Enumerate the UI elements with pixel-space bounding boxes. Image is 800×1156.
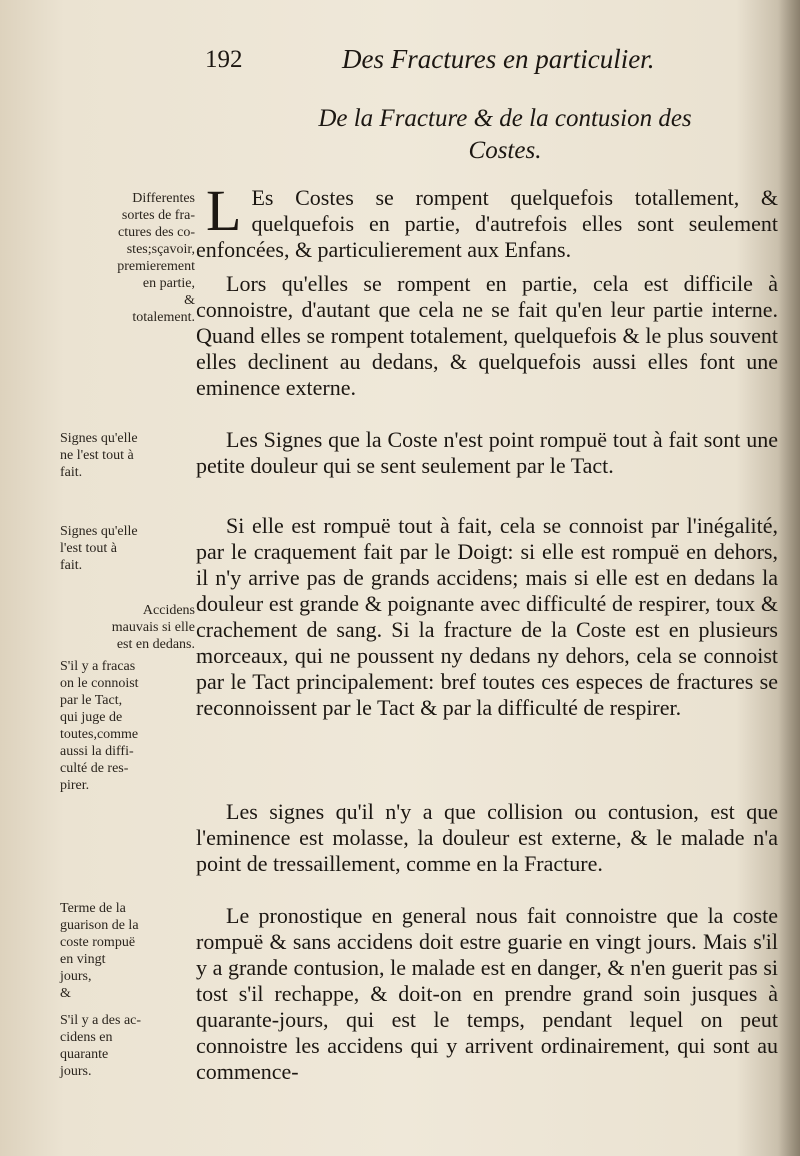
margin-note: Accidens mauvais si elle est en dedans. (111, 603, 195, 652)
margin-note: Signes qu'elle ne l'est tout à fait. (60, 431, 138, 480)
page-number: 192 (205, 46, 243, 73)
margin-note: Signes qu'elle l'est tout à fait. (60, 524, 138, 573)
running-title: Des Fractures en particulier. (342, 44, 655, 74)
page-gutter-shadow (778, 0, 800, 1156)
body-text (196, 178, 778, 1085)
paragraph-1-text: Es Costes se rompent quelquefois totallement, & quelquefois en partie, d'autrefois elles sont seulement enfoncées, & particulierement aux Enfans. (196, 185, 778, 262)
margin-note: Terme de la guarison de la coste rompuë en vingt jours, & (60, 901, 139, 1001)
paragraph-2: Lors qu'elles se rompent en partie, cela est difficile à connoistre, d'autant que cela ne se fait qu'en leur partie interne. Quand elles se rompent totalement, quelquefois & le plus souvent elles declinent au dedans, & quelquefois aussi elles font une eminence externe. (196, 271, 778, 400)
margin-note: S'il y a des ac- cidens en quarante jours. (60, 1013, 142, 1079)
paragraph-3: Les Signes que la Coste n'est point rompuë tout à fait sont une petite douleur qui se sent seulement par le Tact. (196, 427, 778, 478)
margin-notes (60, 190, 195, 1090)
margin-note: S'il y a fracas on le connoist par le Tact, qui juge de toutes,comme aussi la diffi- culté de res- pirer. (60, 659, 139, 793)
drop-cap: L (206, 178, 242, 243)
section-title-line-2: Costes. (468, 137, 542, 164)
paragraph-4: Si elle est rompuë tout à fait, cela se connoist par l'inégalité, par le craquement fait par le Doigt: si elle est rompuë en dehors, il n'y arrive pas de grands accidens; mais si elle est en dedans la douleur est grande & poignante avec difficulté de respirer, toux & crachement de sang. Si la fracture de la Coste est en plusieurs morceaux, qui ne poussent ny dedans ny dehors, cela se connoist par le Tact principalement: bref toutes ces especes de fractures se reconnoissent par le Tact & par la difficulté de respirer. (196, 513, 778, 720)
section-title-line-1: De la Fracture & de la contusion des (318, 105, 692, 132)
page-header (205, 44, 675, 84)
paragraph-5: Les signes qu'il n'y a que collision ou contusion, est que l'eminence est molasse, la douleur est externe, & le malade n'a point de tressaillement, comme en la Fracture. (196, 799, 778, 876)
section-title (290, 103, 720, 167)
paragraph-6: Le pronostique en general nous fait connoistre que la coste rompuë & sans accidens doit estre guarie en vingt jours. Mais s'il y a grande contusion, le malade est en danger, & n'en guerit pas si tost s'il rechappe, & doit-on en prendre grand soin jusques à quarante-jours, qui est le temps, pendant lequel on peut connoistre les accidens qui y arrivent ordinairement, qui sont au commence- (196, 903, 778, 1084)
margin-note: Differentes sortes de fra- ctures des co- stes;sçavoir, premierement en partie, & totalement. (117, 191, 195, 325)
paragraph-1 (196, 178, 778, 271)
